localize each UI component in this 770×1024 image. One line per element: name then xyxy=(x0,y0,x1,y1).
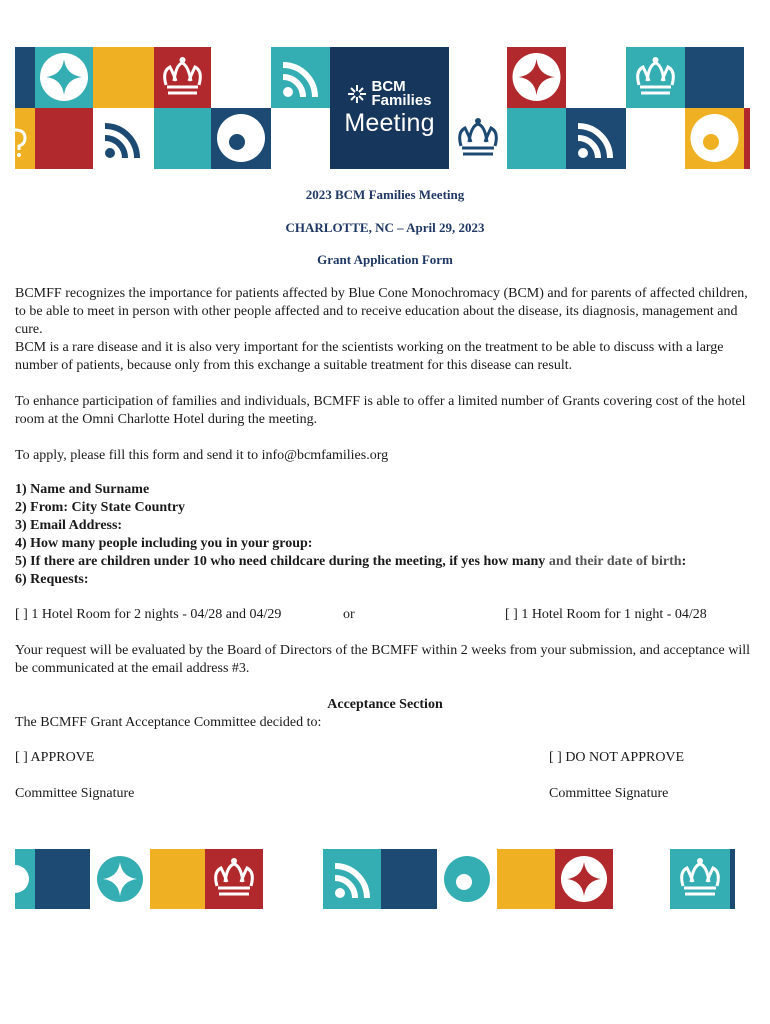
committee-signature-left: Committee Signature xyxy=(15,786,135,801)
crown-icon xyxy=(449,108,507,169)
question-from: 2) From: City State Country xyxy=(15,500,186,515)
document-title: 2023 BCM Families Meeting xyxy=(305,187,465,202)
footer-tile-wifi xyxy=(323,849,381,909)
banner-tile xyxy=(626,108,685,169)
circle-dot-icon xyxy=(437,849,497,909)
banner-tile-star xyxy=(35,47,93,108)
footer-tile xyxy=(150,849,205,909)
banner-tile-wifi xyxy=(566,108,626,169)
acceptance-heading: Acceptance Section xyxy=(327,697,443,712)
wifi-icon xyxy=(323,849,381,909)
footer-tile xyxy=(263,849,323,909)
banner-tile-crown xyxy=(626,47,685,108)
star-icon xyxy=(507,47,566,108)
question-childcare-dob: and their date of birth xyxy=(548,554,682,569)
logo-meeting: Meeting xyxy=(344,109,435,137)
banner-tile-circle xyxy=(211,108,271,169)
crown-icon xyxy=(626,47,685,108)
footer-tile xyxy=(730,849,735,909)
footer-tile xyxy=(497,849,555,909)
banner-tile xyxy=(154,108,211,169)
banner-tile xyxy=(271,108,330,169)
intro-paragraph-3: To enhance participation of families and individuals, BCMFF is able to offer a limited number of Grants covering cost of the hotel room at the Omni Charlotte Hotel during the meeting. xyxy=(15,394,746,427)
banner-tile xyxy=(15,47,35,108)
circle-dot-icon xyxy=(685,108,744,169)
footer-tile-star xyxy=(555,849,613,909)
header-banner xyxy=(15,47,750,169)
banner-tile xyxy=(211,47,271,108)
banner-tile-wifi xyxy=(93,108,154,169)
crown-icon xyxy=(205,849,263,909)
footer-tile xyxy=(613,849,670,909)
banner-tile xyxy=(685,47,744,108)
banner-tile xyxy=(566,47,626,108)
apply-instructions: To apply, please fill this form and send it to info@bcmfamilies.org xyxy=(15,448,389,463)
sunburst-icon xyxy=(347,84,367,104)
banner-tile-crown xyxy=(449,108,507,169)
crown-icon xyxy=(154,47,211,108)
question-icon xyxy=(15,108,35,169)
option-or: or xyxy=(343,607,355,622)
footer-tile-crown xyxy=(205,849,263,909)
intro-paragraph-2: BCM is a rare disease and it is also very important for the scientists working on the treatment to be able to discuss with a large number of patients, because only from this exchange a suitable treatment for this disease can result. xyxy=(15,340,724,373)
question-childcare-main: 5) If there are children under 10 who need childcare during the meeting, if yes how many xyxy=(15,554,549,569)
circle-dot-icon xyxy=(211,108,271,169)
question-childcare-colon: : xyxy=(681,554,687,569)
footer-tile-crown xyxy=(670,849,730,909)
footer-tile xyxy=(35,849,90,909)
banner-tile-star xyxy=(507,47,566,108)
question-requests: 6) Requests: xyxy=(15,572,89,587)
crown-icon xyxy=(670,849,730,909)
banner-tile-crown xyxy=(154,47,211,108)
logo-families: Families xyxy=(371,92,432,109)
question-name: 1) Name and Surname xyxy=(15,482,150,497)
banner-tile xyxy=(507,108,566,169)
wifi-icon xyxy=(271,47,330,108)
do-not-approve-checkbox[interactable]: [ ] DO NOT APPROVE xyxy=(549,750,685,765)
footer-tile xyxy=(15,849,35,909)
committee-signature-right: Committee Signature xyxy=(549,786,669,801)
banner-tile xyxy=(35,108,93,169)
footer-banner xyxy=(15,849,735,909)
banner-tile-question xyxy=(15,108,35,169)
wifi-icon xyxy=(93,108,154,169)
option-one-night[interactable]: [ ] 1 Hotel Room for 1 night - 04/28 xyxy=(505,607,707,622)
question-email: 3) Email Address: xyxy=(15,518,123,533)
star-icon xyxy=(90,849,150,909)
footer-tile xyxy=(381,849,437,909)
footer-tile-circle xyxy=(437,849,497,909)
banner-tile-wifi xyxy=(271,47,330,108)
form-name: Grant Application Form xyxy=(317,252,453,267)
wifi-icon xyxy=(566,108,626,169)
intro-paragraph-1: BCMFF recognizes the importance for patients affected by Blue Cone Monochromacy (BCM) and for parents of affected children, to be able to meet in person with other people affected and to receive education about the disease, its diagnosis, management and cure. xyxy=(15,286,748,337)
banner-tile-circle xyxy=(685,108,744,169)
option-two-nights[interactable]: [ ] 1 Hotel Room for 2 nights - 04/28 and 04/29 xyxy=(15,607,282,622)
approve-checkbox[interactable]: [ ] APPROVE xyxy=(15,750,95,765)
acceptance-intro: The BCMFF Grant Acceptance Committee decided to: xyxy=(15,715,322,730)
bcm-families-logo xyxy=(330,47,449,169)
star-icon xyxy=(555,849,613,909)
banner-tile xyxy=(744,108,750,169)
logo-bcm: BCM xyxy=(371,78,406,95)
star-icon xyxy=(35,47,93,108)
question-childcare xyxy=(15,553,686,571)
banner-tile xyxy=(449,47,507,108)
question-group-size: 4) How many people including you in your group: xyxy=(15,536,313,551)
circle-icon xyxy=(15,849,35,909)
location-date: CHARLOTTE, NC – April 29, 2023 xyxy=(285,220,485,235)
evaluation-note: Your request will be evaluated by the Board of Directors of the BCMFF within 2 weeks from your submission, and acceptance will be communicated at the email address #3. xyxy=(15,643,750,676)
banner-tile xyxy=(93,47,154,108)
footer-tile-star xyxy=(90,849,150,909)
